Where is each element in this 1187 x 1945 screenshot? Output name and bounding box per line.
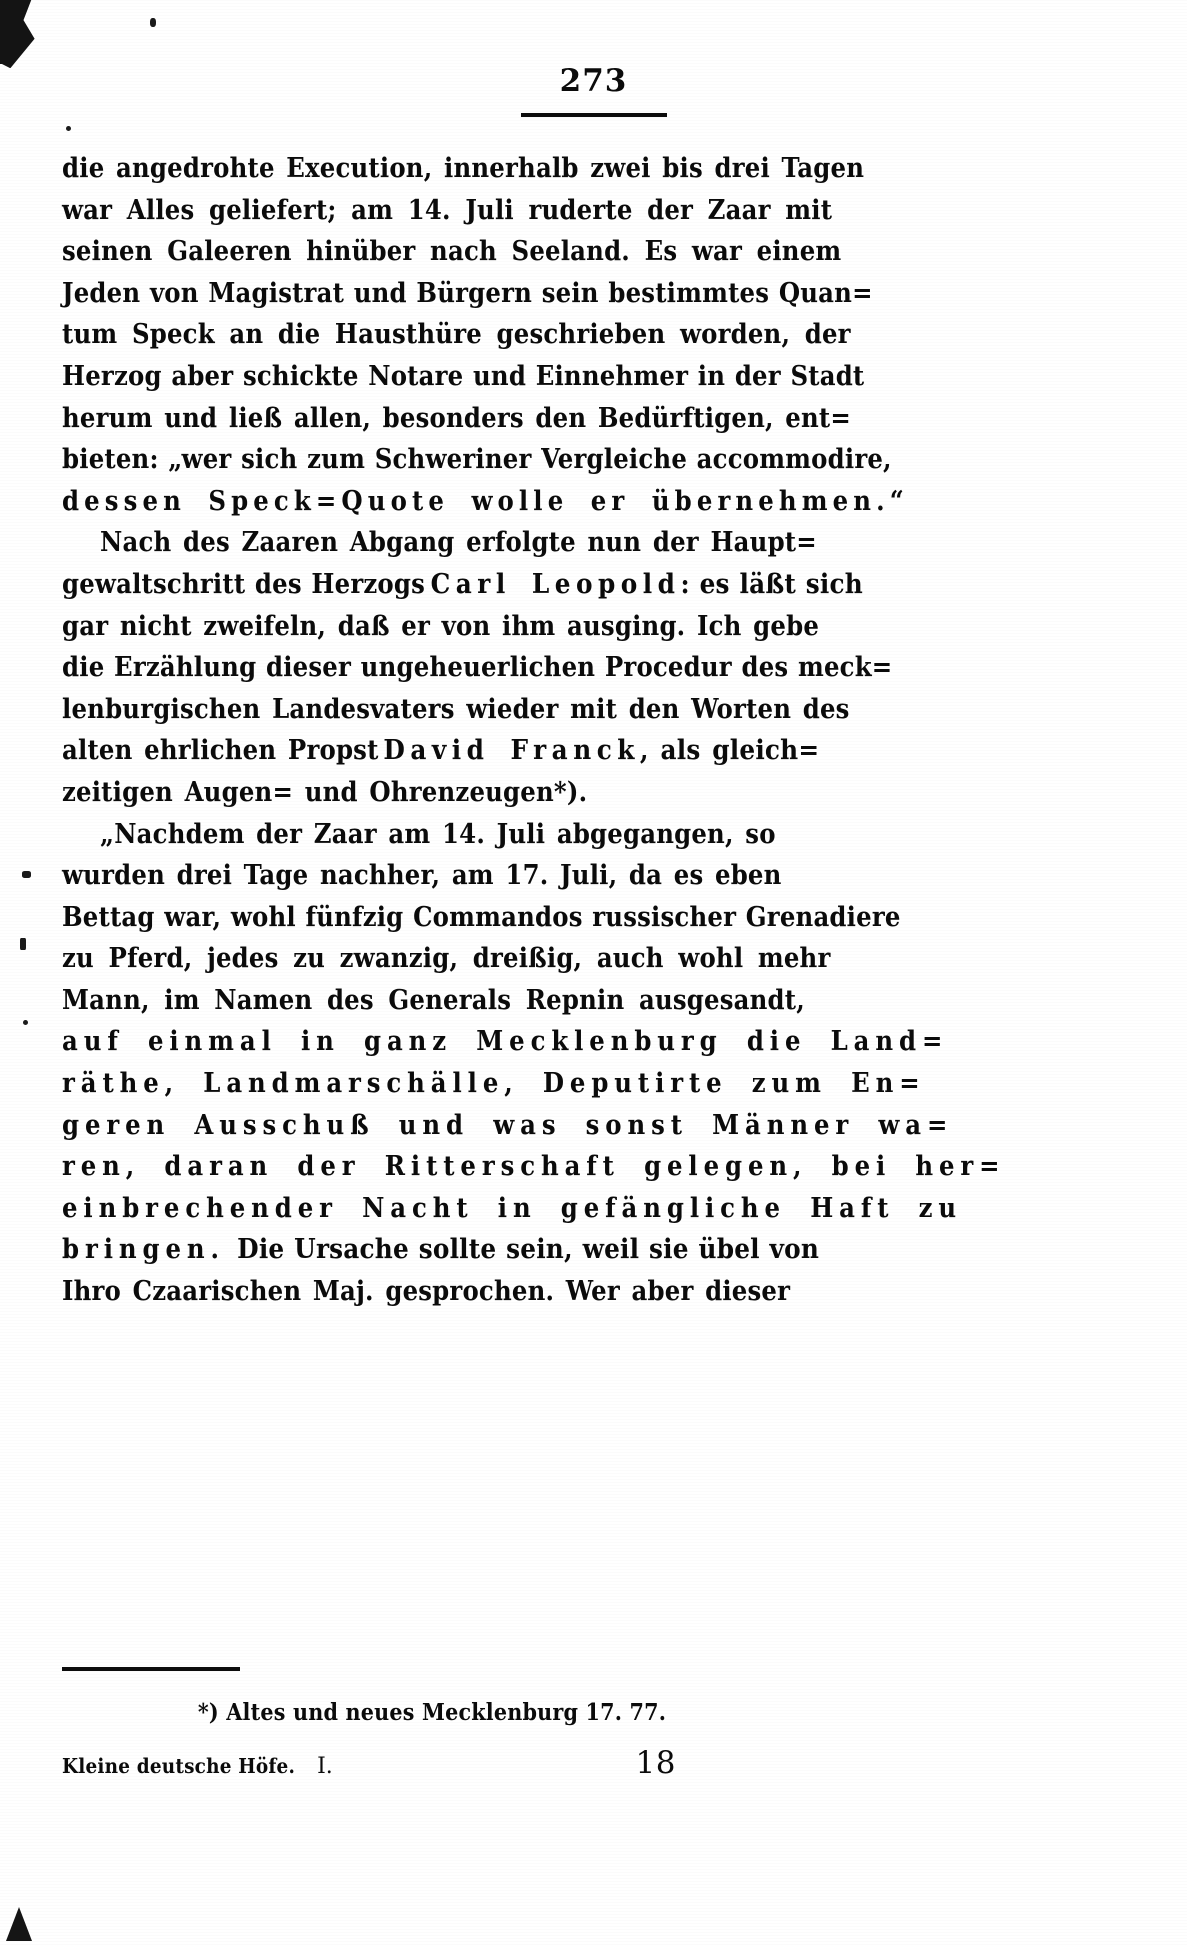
line-text: gewaltschritt des Herzogs xyxy=(62,567,426,600)
text-line xyxy=(62,689,850,731)
letterspaced-text: einbrechender Nacht in gefängliche Haft zu xyxy=(62,1191,963,1224)
line-text: „Nachdem der Zaar am 14. Juli abgegangen, so xyxy=(100,817,776,850)
text-line xyxy=(62,938,831,980)
running-title: Kleine deutsche Höfe. xyxy=(62,1754,296,1778)
footnote-separator-rule xyxy=(62,1667,240,1671)
text-line xyxy=(62,1105,954,1147)
text-line xyxy=(62,814,802,856)
text-line xyxy=(62,190,833,232)
text-line xyxy=(62,772,802,814)
text-line xyxy=(62,1188,963,1230)
emphasized-name: Carl Leopold xyxy=(430,567,681,600)
line-text: die Erzählung dieser ungeheuerlichen Procedur des meck= xyxy=(62,651,893,684)
volume-number: I. xyxy=(317,1754,333,1779)
letterspaced-text: geren Ausschuß und was sonst Männer wa= xyxy=(62,1108,954,1141)
line-text: war Alles geliefert; am 14. Juli ruderte der Zaar mit xyxy=(62,193,833,226)
line-text: bieten: „wer sich zum Schweriner Vergleiche accommodire, xyxy=(62,443,892,476)
text-line xyxy=(62,273,873,315)
line-text: alten ehrlichen Propst xyxy=(62,734,379,767)
line-text: Ihro Czaarischen Maj. gesprochen. Wer aber dieser xyxy=(62,1275,791,1308)
line-text-tail: , als gleich= xyxy=(639,734,820,767)
text-line xyxy=(62,314,851,356)
line-text: Jeden von Magistrat und Bürgern sein bestimmtes Quan= xyxy=(62,276,873,309)
scan-artifact-speck xyxy=(22,871,31,878)
text-line xyxy=(62,522,817,564)
text-line xyxy=(62,647,893,689)
scan-artifact-speck xyxy=(66,126,71,131)
letterspaced-text: auf einmal in ganz Mecklenburg die Land= xyxy=(62,1025,949,1058)
paragraph xyxy=(62,148,909,522)
header-rule xyxy=(521,113,667,117)
line-text: gar nicht zweifeln, daß er von ihm ausging. Ich gebe xyxy=(62,609,820,642)
text-line xyxy=(62,1021,949,1063)
scan-artifact-speck xyxy=(23,1020,28,1025)
line-text: Herzog aber schickte Notare und Einnehmer in der Stadt xyxy=(62,359,865,392)
line-text-tail: Die Ursache sollte sein, weil sie übel von xyxy=(227,1233,820,1266)
footnote-block xyxy=(62,1698,802,1728)
text-line xyxy=(62,398,852,440)
paragraph xyxy=(62,522,893,813)
text-line xyxy=(62,855,802,897)
text-line xyxy=(62,1063,926,1105)
page-header xyxy=(0,63,1187,103)
letterspaced-text: dessen Speck=Quote wolle er übernehmen.“ xyxy=(62,484,909,517)
signature-number: 18 xyxy=(635,1745,676,1781)
scan-artifact-edge-strip xyxy=(0,0,10,64)
line-text: seinen Galeeren hinüber nach Seeland. Es war einem xyxy=(62,235,842,268)
text-line xyxy=(62,1146,1006,1188)
line-text: tum Speck an die Hausthüre geschrieben worden, der xyxy=(62,318,851,351)
line-text: Bettag war, wohl fünfzig Commandos russischer Grenadiere xyxy=(62,900,901,933)
text-line xyxy=(62,730,820,772)
line-text: Nach des Zaaren Abgang erfolgte nun der Haupt= xyxy=(100,526,817,559)
line-text: zu Pferd, jedes zu zwanzig, dreißig, auch wohl mehr xyxy=(62,942,831,975)
line-text-tail: : es läßt sich xyxy=(680,567,863,600)
text-line xyxy=(62,897,901,939)
line-text: zeitigen Augen= und Ohrenzeugen*). xyxy=(62,775,588,808)
line-text: herum und ließ allen, besonders den Bedürftigen, ent= xyxy=(62,401,852,434)
line-text: wurden drei Tage nachher, am 17. Juli, da es eben xyxy=(62,859,782,892)
letterspaced-text: räthe, Landmarschälle, Deputirte zum En= xyxy=(62,1067,926,1100)
letterspaced-text: bringen. xyxy=(62,1233,225,1266)
scan-artifact-speck xyxy=(20,938,26,950)
line-text: die angedrohte Execution, innerhalb zwei bis drei Tagen xyxy=(62,152,865,184)
text-line xyxy=(62,439,892,481)
paragraph xyxy=(62,814,1006,1313)
scan-artifact-bottom-mark xyxy=(6,1907,32,1941)
emphasized-name: David Franck xyxy=(383,734,640,767)
text-line xyxy=(62,606,820,648)
text-line xyxy=(62,1229,820,1271)
footnote-text: *) Altes und neues Mecklenburg 17. 77. xyxy=(197,1699,667,1726)
text-line xyxy=(62,1271,802,1313)
text-line xyxy=(62,564,863,606)
text-line xyxy=(62,231,842,273)
scan-artifact-speck xyxy=(150,18,156,27)
line-text: lenburgischen Landesvaters wieder mit den Worten des xyxy=(62,692,850,725)
letterspaced-text: ren, daran der Ritterschaft gelegen, bei her= xyxy=(62,1150,1006,1183)
page-body-text xyxy=(62,148,1006,1313)
text-line xyxy=(62,148,865,190)
text-line xyxy=(62,481,909,523)
text-line xyxy=(62,980,805,1022)
page-number: 273 xyxy=(559,63,628,99)
line-text: Mann, im Namen des Generals Repnin ausgesandt, xyxy=(62,983,805,1016)
text-line xyxy=(62,356,865,398)
signature-line xyxy=(62,1745,802,1781)
